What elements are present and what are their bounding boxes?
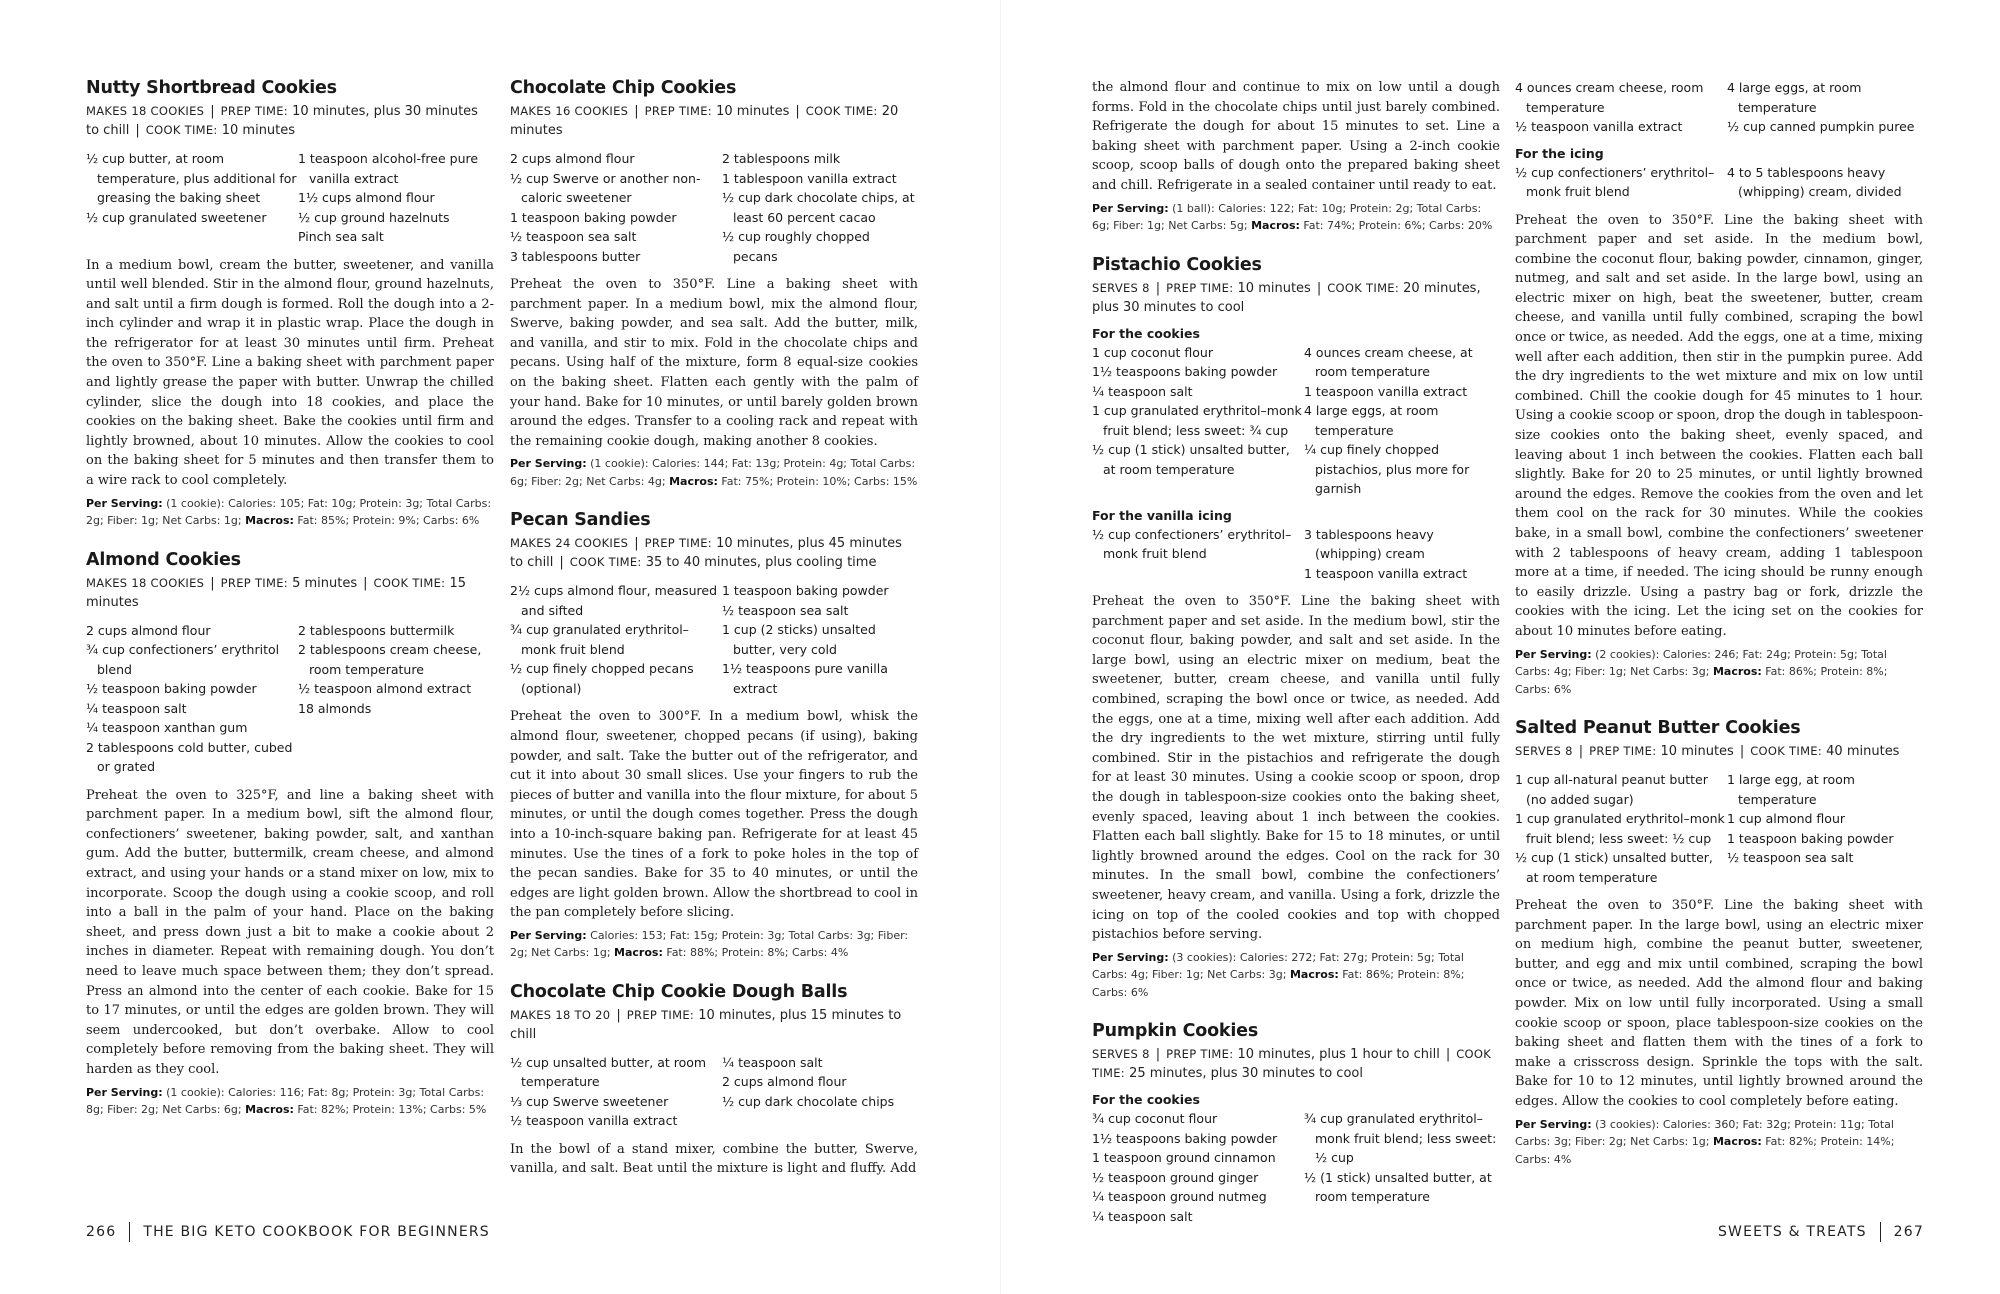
- meta-key: COOK TIME:: [569, 555, 642, 570]
- ingredient-item: ½ cup butter, at room temperature, plus additional for greasing the baking sheet: [86, 151, 297, 205]
- meta-separator: |: [1445, 1047, 1451, 1063]
- meta-value: 40 minutes: [1822, 744, 1900, 760]
- recipe-title: Chocolate Chip Cookies: [510, 78, 737, 98]
- nutrition-info: [510, 455, 918, 490]
- ingredient-column: [1515, 78, 1727, 137]
- ingredient-list: [1092, 1109, 1500, 1226]
- meta-value: 5 minutes: [287, 575, 358, 591]
- ingredient-item: 4 large eggs, at room temperature: [1727, 80, 1862, 115]
- meta-separator: |: [1155, 280, 1161, 296]
- recipe-title: Chocolate Chip Cookie Dough Balls: [510, 981, 848, 1002]
- ingredient-item: 1 teaspoon baking powder: [722, 583, 889, 599]
- meta-separator: |: [634, 536, 639, 552]
- meta-key: PREP TIME:: [220, 575, 288, 590]
- recipe: [1515, 78, 1923, 698]
- ingredient-column: [86, 621, 298, 777]
- recipe-method: In a medium bowl, cream the butter, sweetener, and vanilla until well blended. Stir in the almond flour, ground hazelnuts, and salt until a firm dough is formed. Roll the dough into a 2-inch cylinder and wrap it in plastic wrap. Place the dough in the refrigerator for at least 30 minutes until firm. Preheat the oven to 350°F. Line a baking sheet with parchment paper and lightly grease the paper with butter. Unwrap the chilled cylinder, slice the dough into 18 cookies, and place the cookies on the baking sheet. Bake the cookies until firm and lightly browned, about 10 minutes. Allow the cookies to cool on the baking sheet for 5 minutes and then transfer them to a wire rack to cool completely.: [86, 257, 494, 489]
- ingredient-list: [1515, 163, 1923, 202]
- nutrition-values: (1 ball): Calories: 122; Fat: 10g; Protein: 2g; Total Carbs: 6g; Fiber: 1g; Net Carbs: 5g;: [1092, 201, 1482, 233]
- recipe-meta: [510, 102, 918, 140]
- nutrition-label: Per Serving:: [510, 457, 587, 471]
- recipe: [86, 550, 494, 1119]
- ingredient-item: ½ teaspoon almond extract: [298, 681, 472, 697]
- macros-values: Fat: 74%; Protein: 6%; Carbs: 20%: [1299, 219, 1493, 233]
- ingredient-item: 1 cup all-natural peanut butter (no added sugar): [1515, 772, 1708, 807]
- right-page: [1000, 0, 2000, 1294]
- meta-key: COOK TIME:: [145, 123, 218, 137]
- meta-key: MAKES 18 TO 20: [510, 1007, 611, 1022]
- ingredient-list: [510, 581, 918, 698]
- meta-key: SERVES 8: [1515, 744, 1573, 759]
- recipe: [1515, 718, 1923, 1168]
- ingredient-item: ½ teaspoon sea salt: [722, 602, 849, 618]
- recipe: [510, 982, 918, 1179]
- meta-key: PREP TIME:: [626, 1007, 695, 1022]
- ingredient-column: [510, 1053, 722, 1131]
- ingredient-item: 1 large egg, at room temperature: [1727, 772, 1855, 807]
- nutrition-values: (3 cookies): Calories: 360; Fat: 32g; Protein: 11g; Total Carbs: 3g; Fiber: 2g; Net Carbs: 1g;: [1515, 1117, 1894, 1149]
- ingredient-item: ½ cup (1 stick) unsalted butter, at room temperature: [1092, 442, 1290, 477]
- recipe-method: Preheat the oven to 350°F. Line the baking sheet with parchment paper and set aside. In the medium bowl, combine the coconut flour, baking powder, cinnamon, ginger, nutmeg, and salt and set aside. In the large bowl, using an electric mixer on high, beat the sweetener, butter, cream cheese, and vanilla until fully combined, scraping the bowl once or twice, as needed. Add the eggs, one at a time, mixing well after each addition, then stir in the pumpkin puree. Add the dry ingredients to the wet mixture and mix on low until combined. Chill the cookie dough for 45 minutes to 1 hour. Using a cookie scoop or spoon, drop the dough in tablespoon-size cookies onto the baking sheet, evenly spaced, and leaving about 1 inch between the cookies. Flatten each ball slightly. Bake for 20 to 25 minutes, or until lightly browned around the edges. Remove the cookies from the oven and let them cool on the rack for 30 minutes. While the cookies bake, in a small bowl, combine the confectioners’ sweetener with 2 tablespoons of heavy cream, adding 1 tablespoon more at a time, if needed. The icing should be runny enough to easily drizzle. Using a pastry bag or fork, drizzle the cookies with the icing. Let the icing set on the cookies for about 10 minutes before eating.: [1515, 212, 1923, 639]
- ingredient-list: [510, 1053, 918, 1131]
- ingredient-item: ½ cup ground hazelnuts: [298, 209, 450, 225]
- meta-value: 35 to 40 minutes, plus cooling time: [641, 555, 877, 571]
- recipe-method-continued: the almond flour and continue to mix on low until a dough forms. Fold in the chocolate chips until just barely combined. Refrigerate the dough for about 15 minutes to set. Line a baking sheet with parchment paper. Using a 2-inch cookie scoop, scoop balls of dough onto the prepared baking sheet and chill. Refrigerate in a sealed container until ready to eat.: [1092, 80, 1500, 193]
- ingredient-subhead: For the cookies: [1092, 325, 1200, 341]
- meta-key: PREP TIME:: [220, 104, 288, 118]
- nutrition-values: Calories: 153; Fat: 15g; Protein: 3g; Total Carbs: 3g; Fiber: 2g; Net Carbs: 1g;: [510, 928, 909, 960]
- meta-key: MAKES 18 COOKIES: [86, 104, 205, 118]
- macros-values: Fat: 88%; Protein: 8%; Carbs: 4%: [662, 946, 849, 960]
- recipe-meta: [1515, 742, 1923, 761]
- recipe-title: Pumpkin Cookies: [1092, 1021, 1259, 1042]
- meta-value: 20 minutes, plus 30 minutes to cool: [1092, 280, 1481, 315]
- ingredient-item: 2 tablespoons cream cheese, room temperature: [298, 642, 482, 677]
- left-column-2: [510, 78, 918, 1199]
- ingredient-column: [298, 621, 494, 777]
- ingredient-column: [1092, 343, 1304, 499]
- nutrition-label: Per Serving:: [86, 1085, 163, 1099]
- nutrition-info: [86, 1084, 494, 1119]
- ingredient-item: 1 teaspoon alcohol-free pure vanilla extract: [298, 151, 479, 186]
- nutrition-values: (1 cookie): Calories: 116; Fat: 8g; Protein: 3g; Total Carbs: 8g; Fiber: 2g; Net Carbs: 6g;: [86, 1085, 485, 1117]
- meta-key: COOK TIME:: [1750, 744, 1823, 759]
- meta-key: SERVES 8: [1092, 280, 1150, 295]
- recipe-meta: [510, 1006, 918, 1044]
- macros-values: Fat: 85%; Protein: 9%; Carbs: 6%: [293, 514, 480, 528]
- ingredient-item: ½ cup canned pumpkin puree: [1727, 119, 1915, 134]
- ingredient-item: 2 tablespoons cold butter, cubed or grated: [86, 739, 293, 775]
- recipe-title: Pecan Sandies: [510, 510, 651, 531]
- ingredient-list: [1092, 343, 1500, 499]
- nutrition-info: [1515, 646, 1923, 699]
- ingredient-column: [1515, 163, 1727, 202]
- ingredient-column: [510, 149, 722, 266]
- ingredient-item: ½ teaspoon vanilla extract: [1515, 119, 1683, 134]
- recipe-title: Almond Cookies: [86, 549, 241, 570]
- recipe-method: Preheat the oven to 350°F. Line the baking sheet with parchment paper and set aside. In the medium bowl, stir the coconut flour, baking powder, and salt and set aside. In the large bowl, using an electric mixer on medium, beat the sweetener, butter, cream cheese, and vanilla until fully combined, scraping the bowl once or twice, as needed. Add the eggs, one at a time, mixing well after each addition. Add the dry ingredients to the wet mixture, stirring until fully combined. Stir in the pistachios and refrigerate the dough for at least 30 minutes. Using a cookie scoop or spoon, drop the dough in tablespoon-size cookies onto the baking sheet, evenly spaced, leaving about 1 inch between the cookies. Flatten each ball slightly. Bake for 15 to 18 minutes, or until lightly browned around the edges. Cool on the rack for 30 minutes. In the small bowl, combine the confectioners’ sweetener, heavy cream, and vanilla. Using a fork, drizzle the icing on top of the cooled cookies and top with chopped pistachios before serving.: [1092, 594, 1500, 943]
- recipe-title: Salted Peanut Butter Cookies: [1515, 718, 1801, 739]
- ingredient-item: ¾ cup coconut flour: [1092, 1111, 1218, 1127]
- meta-key: MAKES 18 COOKIES: [86, 575, 205, 590]
- ingredient-item: 1 tablespoon vanilla extract: [722, 170, 897, 186]
- meta-separator: |: [1739, 744, 1745, 760]
- macros-label: Macros:: [1712, 665, 1762, 679]
- meta-key: COOK TIME:: [1092, 1047, 1492, 1081]
- macros-label: Macros:: [1251, 219, 1300, 233]
- ingredient-item: 4 large eggs, at room temperature: [1304, 403, 1439, 438]
- ingredient-column: [510, 581, 722, 698]
- ingredient-column: [722, 149, 918, 266]
- meta-separator: |: [1316, 280, 1322, 296]
- ingredient-list: [1515, 78, 1923, 137]
- ingredient-item: ¼ teaspoon ground nutmeg: [1092, 1189, 1267, 1205]
- ingredient-item: Pinch sea salt: [298, 229, 384, 244]
- ingredient-column: [1304, 343, 1500, 499]
- meta-key: PREP TIME:: [644, 536, 712, 551]
- nutrition-info: [510, 927, 918, 962]
- meta-key: COOK TIME:: [373, 575, 446, 590]
- meta-value: 25 minutes, plus 30 minutes to cool: [1124, 1066, 1363, 1082]
- ingredient-column: [1092, 1109, 1304, 1226]
- ingredient-item: ½ cup dark chocolate chips: [722, 1093, 895, 1109]
- meta-value: 15 minutes: [86, 575, 466, 610]
- recipe: [1092, 78, 1500, 235]
- meta-key: COOK TIME:: [805, 104, 878, 118]
- ingredient-item: ½ teaspoon sea salt: [1727, 850, 1854, 866]
- ingredient-column: [1727, 770, 1923, 887]
- recipe-title: Nutty Shortbread Cookies: [86, 78, 337, 98]
- ingredient-subhead: For the cookies: [1092, 1092, 1200, 1108]
- ingredient-list: [86, 149, 494, 247]
- meta-separator: |: [210, 104, 215, 119]
- recipe-title: Pistachio Cookies: [1092, 254, 1262, 275]
- macros-label: Macros:: [669, 474, 718, 488]
- running-head: THE BIG KETO COOKBOOK FOR BEGINNERS: [143, 1224, 490, 1240]
- ingredient-column: [86, 149, 298, 247]
- ingredient-item: 1 cup almond flour: [1727, 811, 1845, 827]
- ingredient-column: [722, 1053, 918, 1131]
- ingredient-item: ½ cup granulated sweetener: [86, 209, 267, 225]
- nutrition-label: Per Serving:: [1092, 950, 1169, 964]
- meta-value: 10 minutes: [1656, 744, 1734, 760]
- meta-separator: |: [210, 575, 215, 591]
- meta-value: 10 minutes, plus 15 minutes to chill: [510, 1007, 902, 1042]
- meta-value: 10 minutes: [711, 104, 790, 119]
- ingredient-item: ½ cup (1 stick) unsalted butter, at room temperature: [1515, 850, 1713, 885]
- ingredient-column: [722, 581, 918, 698]
- meta-separator: |: [795, 104, 800, 119]
- nutrition-label: Per Serving:: [1515, 647, 1592, 661]
- right-column-1: [1092, 78, 1500, 1246]
- ingredient-column: [1304, 525, 1500, 584]
- meta-value: 10 minutes, plus 45 minutes to chill: [510, 536, 902, 571]
- ingredient-item: ½ cup confectioners’ erythritol–monk fruit blend: [1515, 164, 1715, 199]
- ingredient-item: 1 teaspoon vanilla extract: [1304, 383, 1468, 399]
- ingredient-item: 1 teaspoon baking powder: [510, 209, 677, 225]
- ingredient-item: ½ teaspoon ground ginger: [1092, 1169, 1259, 1185]
- ingredient-item: 2 cups almond flour: [722, 1074, 847, 1090]
- macros-values: Fat: 82%; Protein: 14%; Carbs: 4%: [1515, 1135, 1895, 1166]
- ingredient-subhead: For the vanilla icing: [1092, 507, 1232, 523]
- recipe-meta: [86, 574, 494, 612]
- recipe-method: Preheat the oven to 350°F. Line a baking sheet with parchment paper. In a medium bowl, mix the almond flour, Swerve, baking powder, and sea salt. Add the butter, milk, and vanilla, and stir to mix. Fold in the chocolate chips and pecans. Using half of the mixture, form 8 equal-size cookies on the baking sheet. Flatten each gently with the palm of your hand. Bake for 10 minutes, or until barely golden brown around the edges. Transfer to a cooling rack and repeat with the remaining cookie dough, making another 8 cookies.: [510, 277, 918, 449]
- recipe: [1092, 255, 1500, 1002]
- ingredient-item: ½ cup finely chopped pecans (optional): [510, 661, 694, 696]
- page-number: 267: [1893, 1224, 1924, 1240]
- ingredient-item: ¼ teaspoon salt: [86, 700, 187, 716]
- ingredient-item: ½ cup confectioners’ erythritol–monk fruit blend: [1092, 526, 1292, 562]
- ingredient-item: 4 ounces cream cheese, at room temperature: [1304, 344, 1473, 380]
- meta-separator: |: [363, 575, 368, 591]
- ingredient-list: [1515, 770, 1923, 887]
- ingredient-item: ½ cup unsalted butter, at room temperature: [510, 1054, 707, 1090]
- meta-separator: |: [1578, 744, 1584, 760]
- ingredient-item: 1 teaspoon vanilla extract: [1304, 565, 1468, 581]
- page-number: 266: [86, 1224, 117, 1240]
- ingredient-item: 1½ teaspoons pure vanilla extract: [722, 661, 888, 696]
- ingredient-item: ¾ cup granulated erythritol–monk fruit blend: [510, 622, 689, 657]
- ingredient-item: 1 teaspoon ground cinnamon: [1092, 1150, 1276, 1166]
- ingredient-item: 3 tablespoons butter: [510, 248, 641, 264]
- ingredient-item: 4 ounces cream cheese, room temperature: [1515, 80, 1704, 115]
- macros-label: Macros:: [245, 514, 294, 528]
- nutrition-label: Per Serving:: [1092, 201, 1169, 215]
- meta-separator: |: [616, 1007, 621, 1023]
- meta-separator: |: [559, 555, 564, 571]
- nutrition-info: [1092, 949, 1500, 1002]
- meta-key: MAKES 16 COOKIES: [510, 104, 629, 118]
- meta-value: 10 minutes: [1233, 280, 1311, 296]
- ingredient-item: 2 cups almond flour: [86, 622, 211, 638]
- macros-label: Macros:: [1712, 1135, 1762, 1149]
- ingredient-column: [1515, 770, 1727, 887]
- nutrition-values: (2 cookies): Calories: 246; Fat: 24g; Protein: 5g; Total Carbs: 4g; Fiber: 1g; Net Carbs: 3g;: [1515, 647, 1887, 679]
- macros-values: Fat: 86%; Protein: 8%; Carbs: 6%: [1515, 665, 1888, 696]
- meta-separator: |: [634, 104, 639, 119]
- left-page-footer: [86, 1222, 490, 1242]
- ingredient-item: 3 tablespoons heavy (whipping) cream: [1304, 526, 1434, 562]
- ingredient-subhead: For the icing: [1515, 145, 1604, 161]
- ingredient-item: 2 tablespoons milk: [722, 151, 841, 166]
- ingredient-item: ¼ teaspoon salt: [1092, 383, 1193, 399]
- meta-key: PREP TIME:: [1166, 280, 1234, 295]
- ingredient-item: 2½ cups almond flour, measured and sifted: [510, 583, 718, 618]
- ingredient-column: [1304, 1109, 1500, 1226]
- ingredient-item: 1 cup coconut flour: [1092, 344, 1213, 360]
- recipe-meta: [86, 102, 494, 140]
- nutrition-label: Per Serving:: [86, 496, 163, 510]
- ingredient-column: [1727, 163, 1923, 202]
- macros-values: Fat: 86%; Protein: 8%; Carbs: 6%: [1092, 968, 1465, 999]
- recipe-meta: [1092, 279, 1500, 317]
- recipe-meta: [510, 534, 918, 572]
- ingredient-item: ¾ cup confectioners’ erythritol blend: [86, 642, 280, 677]
- right-column-2: [1515, 78, 1923, 1188]
- nutrition-values: (3 cookies): Calories: 272; Fat: 27g; Protein: 5g; Total Carbs: 4g; Fiber: 1g; Net Carbs: 3g;: [1092, 950, 1464, 982]
- nutrition-info: [86, 495, 494, 530]
- ingredient-item: 2 cups almond flour: [510, 151, 635, 166]
- recipe: [86, 78, 494, 530]
- recipe-method: Preheat the oven to 300°F. In a medium bowl, whisk the almond flour, sweetener, chopped pecans (if using), baking powder, and salt. Take the butter out of the refrigerator, and cut it into about 30 small slices. Use your fingers to rub the pieces of butter and vanilla into the flour mixture, for about 5 minutes, or until the dough comes together. Press the dough into a 10-inch-square baking pan. Refrigerate for at least 45 minutes. Use the tines of a fork to poke holes in the top of the pecan sandies. Bake for 35 to 40 minutes, or until the edges are light golden brown. Allow the shortbread to cool in the pan completely before slicing.: [510, 709, 918, 921]
- ingredient-item: ¼ teaspoon salt: [722, 1054, 823, 1070]
- meta-separator: |: [135, 123, 140, 138]
- ingredient-item: ¼ teaspoon xanthan gum: [86, 720, 248, 736]
- ingredient-item: 1 cup (2 sticks) unsalted butter, very cold: [722, 622, 876, 657]
- macros-values: Fat: 75%; Protein: 10%; Carbs: 15%: [717, 474, 918, 488]
- macros-values: Fat: 82%; Protein: 13%; Carbs: 5%: [293, 1103, 487, 1117]
- nutrition-label: Per Serving:: [1515, 1117, 1592, 1131]
- recipe-meta: [1092, 1045, 1500, 1083]
- meta-key: COOK TIME:: [1327, 280, 1400, 295]
- ingredient-item: ¼ cup finely chopped pistachios, plus more for garnish: [1304, 442, 1470, 497]
- meta-value: 10 minutes: [217, 123, 296, 138]
- recipe: [1092, 1021, 1500, 1226]
- ingredient-item: 2 tablespoons buttermilk: [298, 622, 455, 638]
- recipe-method: In the bowl of a stand mixer, combine the butter, Swerve, vanilla, and salt. Beat until the mixture is light and fluffy. Add: [510, 1141, 918, 1177]
- meta-value: 10 minutes, plus 30 minutes to chill: [86, 104, 478, 138]
- recipe: [510, 78, 918, 490]
- ingredient-column: [1092, 525, 1304, 584]
- ingredient-item: ½ cup dark chocolate chips, at least 60 percent cacao: [722, 190, 915, 225]
- meta-key: PREP TIME:: [1589, 744, 1657, 759]
- ingredient-column: [1727, 78, 1923, 137]
- ingredient-item: ½ cup Swerve or another non-caloric sweetener: [510, 170, 701, 205]
- ingredient-item: ¾ cup granulated erythritol–monk fruit blend; less sweet: ½ cup: [1304, 1111, 1497, 1166]
- ingredient-list: [1092, 525, 1500, 584]
- left-column-1: [86, 78, 494, 1139]
- running-head: SWEETS & TREATS: [1717, 1224, 1867, 1240]
- nutrition-label: Per Serving:: [510, 928, 587, 942]
- ingredient-item: 1½ teaspoons baking powder: [1092, 364, 1278, 380]
- footer-divider: [129, 1222, 130, 1242]
- macros-label: Macros:: [245, 1103, 294, 1117]
- ingredient-item: 1 teaspoon baking powder: [1727, 830, 1894, 846]
- ingredient-list: [510, 149, 918, 266]
- meta-key: MAKES 24 COOKIES: [510, 536, 629, 551]
- nutrition-values: (1 cookie): Calories: 144; Fat: 13g; Protein: 4g; Total Carbs: 6g; Fiber: 2g; Net Carbs: 4g;: [510, 457, 916, 488]
- ingredient-item: 4 to 5 tablespoons heavy (whipping) cream, divided: [1727, 164, 1902, 199]
- ingredient-column: [298, 149, 494, 247]
- macros-label: Macros:: [1289, 968, 1339, 982]
- ingredient-item: ½ cup roughly chopped pecans: [722, 229, 870, 264]
- ingredient-item: ½ teaspoon baking powder: [86, 681, 257, 697]
- ingredient-item: 1 cup granulated erythritol–monk fruit blend; less sweet: ½ cup: [1515, 811, 1725, 846]
- ingredient-item: 1½ cups almond flour: [298, 190, 435, 205]
- nutrition-info: [1092, 200, 1500, 235]
- ingredient-item: 18 almonds: [298, 700, 372, 716]
- meta-value: 10 minutes, plus 1 hour to chill: [1233, 1047, 1440, 1063]
- meta-key: PREP TIME:: [644, 104, 712, 118]
- macros-label: Macros:: [614, 946, 663, 960]
- meta-separator: |: [1155, 1047, 1161, 1063]
- meta-key: PREP TIME:: [1166, 1047, 1234, 1062]
- nutrition-values: (1 cookie): Calories: 105; Fat: 10g; Protein: 3g; Total Carbs: 2g; Fiber: 1g; Net Carbs: 1g;: [86, 496, 492, 528]
- ingredient-list: [86, 621, 494, 777]
- recipe-method: Preheat the oven to 325°F, and line a baking sheet with parchment paper. In a medium bowl, sift the almond flour, confectioners’ sweetener, baking powder, salt, and xanthan gum. Add the butter, buttermilk, cream cheese, and almond extract, and using your hands or a stand mixer on low, mix to incorporate. Scoop the dough using a cookie scoop, and roll into a ball in the palm of your hand. Place on the baking sheet, and press down just a bit to make a cookie about 2 inches in diameter. Repeat with remaining dough. You don’t need to leave much space between them; they don’t spread. Press an almond into the center of each cookie. Bake for 15 to 17 minutes, or until the edges are golden brown. They will seem undercooked, but don’t overbake. Allow to cool completely before removing from the baking sheet. They will harden as they cool.: [86, 787, 494, 1077]
- right-page-footer: [1718, 1222, 1924, 1242]
- ingredient-item: 1½ teaspoons baking powder: [1092, 1130, 1278, 1146]
- meta-key: SERVES 8: [1092, 1047, 1150, 1062]
- footer-divider: [1880, 1222, 1881, 1242]
- ingredient-item: ½ teaspoon vanilla extract: [510, 1113, 678, 1129]
- recipe-method: Preheat the oven to 350°F. Line the baking sheet with parchment paper. In the large bowl, using an electric mixer on medium high, combine the peanut butter, sweetener, butter, and egg and mix until combined, scraping the bowl once or twice, as needed. Add the almond flour and baking powder. Mix on low until fully incorporated. Using a small cookie scoop or spoon, place tablespoon-size cookies on the baking sheet and flatten them with the tines of a fork to make a crisscross design. Sprinkle the tops with the salt. Bake for 10 to 12 minutes, until lightly browned around the edges. Allow the cookies to cool completely before eating.: [1515, 898, 1923, 1109]
- ingredient-item: 1 cup granulated erythritol–monk fruit blend; less sweet: ¾ cup: [1092, 403, 1302, 438]
- recipe: [510, 510, 918, 962]
- meta-value: 20 minutes: [510, 104, 899, 138]
- ingredient-item: ¼ teaspoon salt: [1092, 1208, 1193, 1224]
- nutrition-info: [1515, 1116, 1923, 1169]
- ingredient-item: ½ teaspoon sea salt: [510, 229, 637, 244]
- ingredient-item: ½ (1 stick) unsalted butter, at room temperature: [1304, 1169, 1492, 1205]
- ingredient-item: ⅓ cup Swerve sweetener: [510, 1093, 669, 1109]
